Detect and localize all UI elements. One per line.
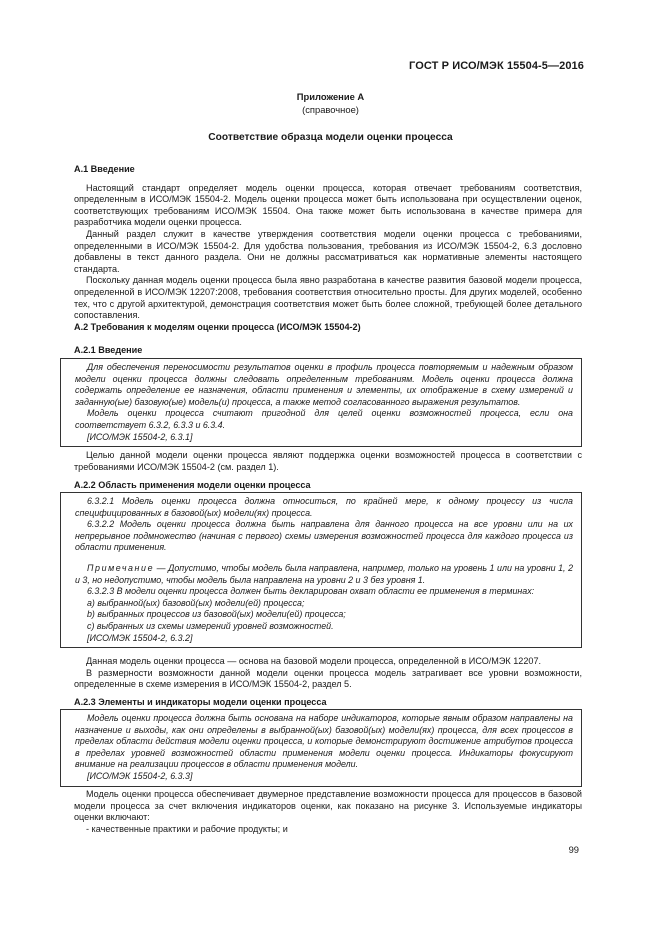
annex-label: Приложение А: [296, 91, 365, 102]
paragraph: Модель оценки процесса обеспечивает двумерное представление возможности процесса для процессов в базовой модели процесса за счет включения индикаторов оценки, как показано на рисунке 3. Используемые индикаторы оценки включают:: [74, 789, 582, 823]
box-text: Модель оценки процесса должна быть основана на наборе индикаторов, которые явным образом направлены на назначение и выходы, как они определены в выбранной(ых) базовой(ых) модели(ях) процесса, для всех процессов в пределах области действия модели оценки процесса, и которые демонстрируют достижение атрибутов процесса в пределах уровней возможностей области применения модели оценки процесса. Индикаторы фокусируют внимание на реализации процессов в области применения модели.: [75, 713, 573, 770]
note-label: Примечание: [87, 562, 155, 573]
box-reference: [ИСО/МЭК 15504-2, 6.3.3]: [87, 770, 193, 781]
annex-title: Соответствие образца модели оценки процесса: [208, 132, 453, 143]
note-text: — Допустимо, чтобы модель была направлена, например, только на уровень 1 или на уровни 1, 2 и 3, но недопустимо, чтобы модель была направлена на уровни 2 и 3 без уровня 1.: [75, 562, 573, 585]
box-list-item: b) выбранных процессов из базовой(ых) модели(ей) процесса;: [87, 609, 346, 620]
paragraph-text: Целью данной модели оценки процесса являют поддержка оценки возможностей процесса в соответствии с требованиями ИСО/МЭК 15504-2 (см. раздел 1).: [74, 450, 582, 472]
paragraph: Настоящий стандарт определяет модель оценки процесса, которая отвечает требованиям соответствия, определенным в ИСО/МЭК 15504-2. Модель оценки процесса может быть использована при осуществлении оценок, соответствующих требованиям ИСО/МЭК 15504. Она также может быть использована в качестве примера для разработчика модели оценки процесса.: [74, 182, 582, 228]
box-reference: [ИСО/МЭК 15504-2, 6.3.2]: [87, 632, 193, 643]
box-list-item: c) выбранных из схемы измерений уровней возможностей.: [87, 620, 334, 631]
requirement-box: [60, 492, 582, 648]
box-reference: [ИСО/МЭК 15504-2, 6.3.1]: [87, 431, 193, 442]
box-text: Для обеспечения переносимости результатов оценки в профиль процесса повторяемым и надежным образом модели оценки процесса должны следовать определенным требованиям. Модель оценки процесса должна содержать определение ее назначения, области применения и элементы, их отображение в схему измерений и заданную(ые) базовую(ые) модель(и) процесса, а также метод согласованного выражения результатов.: [75, 362, 573, 407]
paragraph: Поскольку данная модель оценки процесса была явно разработана в качестве развития базовой модели процесса, определенной в ИСО/МЭК 12207:2008, требования соответствия относительно просты. Для других моделей, особенно тех, что с другой архитектурой, демонстрация соответствия может быть более сложной, требующей более детального сопоставления.: [74, 275, 582, 321]
section-a23-body: [74, 789, 582, 835]
box-note: [75, 563, 573, 586]
paragraph: [74, 450, 582, 473]
paragraph: В размерности возможности данной модели оценки процесса модель затрагивает все уровни возможности, определенные в схеме измерения в ИСО/МЭК 15504-2, раздел 5.: [74, 667, 582, 690]
paragraph: Данная модель оценки процесса — основа на базовой модели процесса, определенной в ИСО/МЭК 12207.: [86, 656, 542, 666]
section-a2-heading: А.2 Требования к моделям оценки процесса (ИСО/МЭК 15504-2): [74, 322, 361, 332]
requirement-box: [60, 709, 582, 787]
section-a1: [74, 164, 582, 322]
requirement-box: [60, 358, 582, 447]
paragraph: Данный раздел служит в качестве утверждения соответствия модели оценки процесса с требованиями, определенными в ИСО/МЭК 15504-2. Для удобства пользования, требования из ИСО/МЭК 15504-2, 6.3 дословно добавлены в текст данного раздела. Они не должны рассматриваться как нормативные элементы настоящего стандарта.: [74, 228, 582, 274]
box-list-item: a) выбранной(ых) базовой(ых) модели(ей) процесса;: [87, 597, 305, 608]
section-a1-heading: А.1 Введение: [74, 164, 135, 174]
section-a23-heading: А.2.3 Элементы и индикаторы модели оценки процесса: [74, 697, 327, 707]
section-a21-heading: А.2.1 Введение: [74, 345, 143, 355]
list-item: - качественные практики и рабочие продукты; и: [86, 823, 288, 834]
section-a22-body: [74, 656, 582, 691]
box-text: 6.3.2.1 Модель оценки процесса должна относиться, по крайней мере, к одному процессу из числа специфицированных в базовой(ых) модели(ях) процесса.: [75, 496, 573, 518]
section-a22-heading: А.2.2 Область применения модели оценки процесса: [74, 480, 311, 490]
page-number: 99: [568, 844, 579, 855]
box-text: 6.3.2.2 Модель оценки процесса должна быть направлена для данного процесса на все уровни или на их непрерывное подмножество (начиная с первого) схемы измерения возможностей процесса для каждого процесса из области применения.: [75, 519, 573, 553]
annex-sublabel: (справочное): [302, 104, 359, 115]
box-text: 6.3.2.3 В модели оценки процесса должен быть декларирован охват области ее применения в терминах:: [87, 586, 535, 597]
document-header: ГОСТ Р ИСО/МЭК 15504-5—2016: [409, 60, 584, 72]
box-text: Модель оценки процесса считают пригодной для целей оценки возможностей процесса, если она соответствует 6.3.2, 6.3.3 и 6.3.4.: [75, 408, 573, 430]
